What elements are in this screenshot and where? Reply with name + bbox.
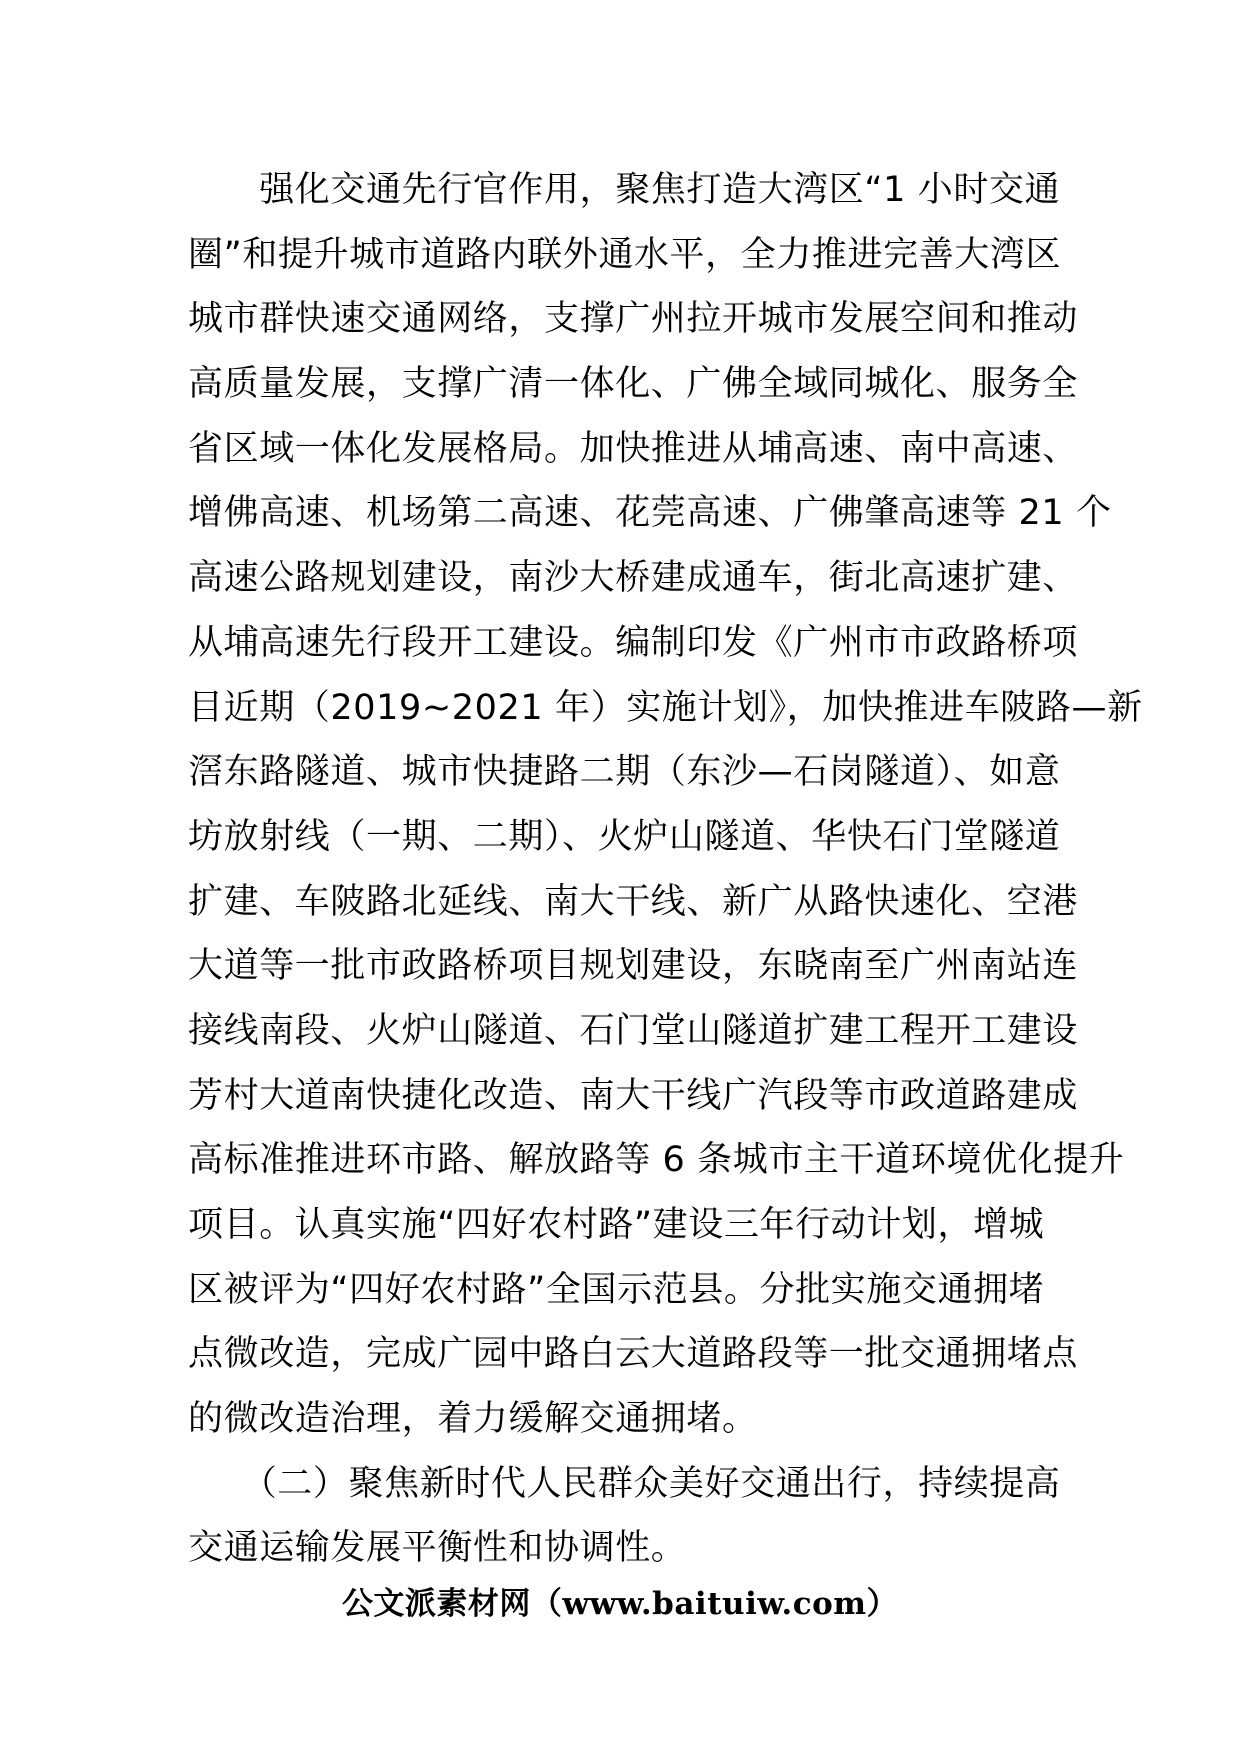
text-line: 滘东路隧道、城市快捷路二期（东沙—石岗隧道）、如意 bbox=[188, 752, 1061, 793]
text-line: 城市群快速交通网络，支撑广州拉开城市发展空间和推动 bbox=[188, 299, 1079, 340]
text-line: 项目。认真实施“四好农村路”建设三年行动计划，增城 bbox=[188, 1205, 1045, 1245]
text-line: 点微改造，完成广园中路白云大道路段等一批交通拥堵点 bbox=[188, 1334, 1079, 1375]
text-line: 高质量发展，支撑广清一体化、广佛全域同城化、服务全 bbox=[188, 364, 1079, 405]
text-line: 强化交通先行官作用，聚焦打造大湾区“1 小时交通 bbox=[188, 170, 1061, 210]
body-text bbox=[188, 158, 1143, 1581]
section-heading-line: 交通运输发展平衡性和协调性。 bbox=[188, 1528, 687, 1569]
watermark-footer: 公文派素材网（www.baituiw.com） bbox=[341, 1586, 899, 1622]
text-line: 增佛高速、机场第二高速、花莞高速、广佛肇高速等 21 个 bbox=[188, 493, 1112, 534]
text-line: 省区域一体化发展格局。加快推进从埔高速、南中高速、 bbox=[188, 428, 1079, 469]
text-line: 扩建、车陂路北延线、南大干线、新广从路快速化、空港 bbox=[188, 881, 1079, 922]
text-line: 接线南段、火炉山隧道、石门堂山隧道扩建工程开工建设 bbox=[188, 1010, 1079, 1051]
text-line: 坊放射线（一期、二期）、火炉山隧道、华快石门堂隧道 bbox=[188, 816, 1061, 857]
text-line: 芳村大道南快捷化改造、南大干线广汽段等市政道路建成 bbox=[188, 1075, 1079, 1116]
text-line: 目近期（2019~2021 年）实施计划》，加快推进车陂路—新 bbox=[188, 687, 1143, 728]
section-heading-line: （二）聚焦新时代人民群众美好交通出行，持续提高 bbox=[188, 1463, 1061, 1504]
text-line: 大道等一批市政路桥项目规划建设，东晓南至广州南站连 bbox=[188, 946, 1079, 987]
text-line: 高速公路规划建设，南沙大桥建成通车，街北高速扩建、 bbox=[188, 558, 1079, 599]
text-line: 的微改造治理，着力缓解交通拥堵。 bbox=[188, 1399, 758, 1440]
text-line: 区被评为“四好农村路”全国示范县。分批实施交通拥堵 bbox=[188, 1269, 1045, 1310]
text-line: 高标准推进环市路、解放路等 6 条城市主干道环境优化提升 bbox=[188, 1140, 1125, 1181]
text-line: 圈”和提升城市道路内联外通水平，全力推进完善大湾区 bbox=[188, 234, 1062, 275]
text-line: 从埔高速先行段开工建设。编制印发《广州市市政路桥项 bbox=[188, 622, 1079, 663]
